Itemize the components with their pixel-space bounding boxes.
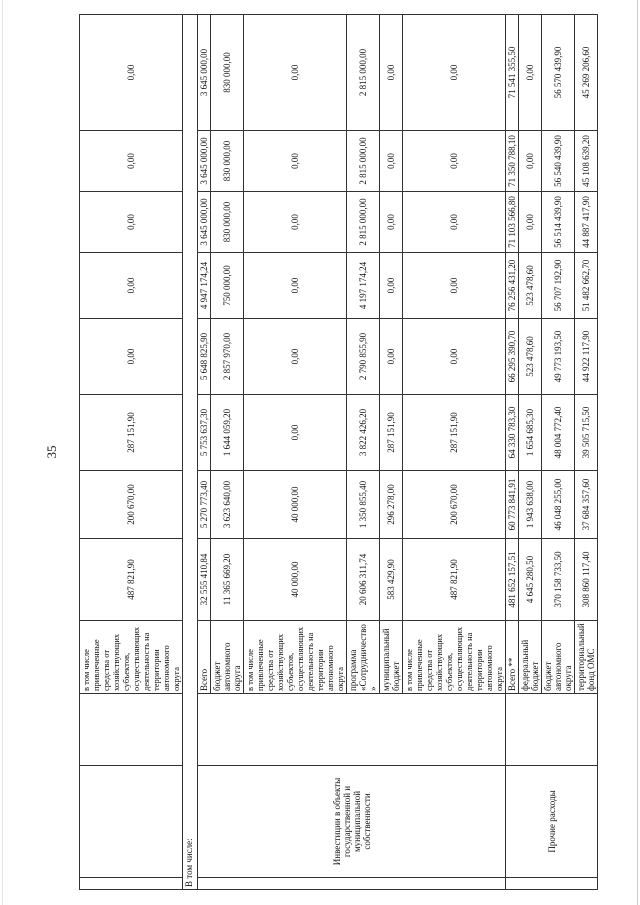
cell-2023: 0,00 [80,192,183,253]
scan-edge-right [637,0,638,905]
empty-cell [80,766,183,878]
cell-2019: 1 943 638,00 [519,471,542,539]
cell-2024: 45 108 639,20 [575,131,598,192]
cell-total: 308 860 117,40 [575,539,598,621]
cell-2019: 46 048 255,00 [542,471,575,539]
cell-total: 4 645 280,50 [519,539,542,621]
cell-2019: 3 623 640,00 [211,471,244,539]
section-other-expenses: Прочие расходы [506,766,598,878]
table-row [506,15,519,890]
cell-2022: 523 478,60 [519,253,542,319]
cell-2023: 0,00 [244,192,347,253]
rotated-table-container [79,15,596,890]
cell-2023: 0,00 [519,192,542,253]
cell-2019: 200 670,00 [80,471,183,539]
cell-2025: 3 645 000,00 [198,15,211,131]
row-label: бюджет автономного округа [211,621,244,694]
cell-total: 487 821,90 [403,539,506,621]
cell-2024: 2 815 000,00 [347,131,380,192]
cell-2022: 56 707 192,90 [542,253,575,319]
cell-2020: 287 151,90 [380,395,403,471]
cell-2021: 66 295 390,70 [506,319,519,395]
table-row [80,15,183,890]
cell-2021: 523 478,60 [519,319,542,395]
cell-2023: 71 103 566,80 [506,192,519,253]
row-label: территориальный фонд ОМС [575,621,598,694]
cell-2020: 1 644 059,20 [211,395,244,471]
cell-total: 481 652 157,51 [506,539,519,621]
cell-2023: 830 000,00 [211,192,244,253]
cell-2019: 200 670,00 [403,471,506,539]
cell-2024: 56 540 439,90 [542,131,575,192]
cell-total: 32 555 410,84 [198,539,211,621]
cell-2025: 0,00 [380,15,403,131]
cell-2021: 0,00 [380,319,403,395]
cell-2022: 0,00 [244,253,347,319]
cell-2023: 0,00 [403,192,506,253]
cell-2025: 2 815 000,00 [347,15,380,131]
section-header-v-tom-chisle: В том числе: [183,15,198,890]
cell-2019: 60 773 841,91 [506,471,519,539]
cell-2023: 0,00 [380,192,403,253]
cell-2024: 0,00 [80,131,183,192]
cell-2021: 0,00 [403,319,506,395]
cell-2019: 296 278,00 [380,471,403,539]
cell-total: 40 000,00 [244,539,347,621]
cell-2021: 2 790 855,90 [347,319,380,395]
cell-2019: 40 000,00 [244,471,347,539]
cell-2025: 0,00 [244,15,347,131]
cell-2023: 44 887 417,90 [575,192,598,253]
cell-total: 370 158 733,50 [542,539,575,621]
cell-total: 487 821,90 [80,539,183,621]
cell-2025: 0,00 [519,15,542,131]
cell-2019: 37 684 357,60 [575,471,598,539]
cell-2024: 71 350 788,10 [506,131,519,192]
cell-2024: 0,00 [244,131,347,192]
row-label: в том числе привлеченные средства от хозяйствующих субъектов, осуществляющих деятельность на территории автономного округа [403,621,506,694]
cell-2021: 49 773 193,50 [542,319,575,395]
cell-2022: 0,00 [403,253,506,319]
cell-2023: 3 645 000,00 [198,192,211,253]
row-label: муниципальный бюджет [380,621,403,694]
cell-2023: 56 514 439,90 [542,192,575,253]
cell-2022: 4 947 174,24 [198,253,211,319]
cell-2022: 51 482 662,70 [575,253,598,319]
cell-2024: 0,00 [380,131,403,192]
cell-2020: 287 151,90 [80,395,183,471]
row-label: бюджет автономного округа [542,621,575,694]
table-row [198,15,211,890]
cell-2024: 0,00 [519,131,542,192]
scan-edge-left [2,0,3,905]
cell-2021: 2 857 970,00 [211,319,244,395]
cell-2025: 71 541 355,50 [506,15,519,131]
cell-2024: 830 000,00 [211,131,244,192]
cell-2019: 1 350 855,40 [347,471,380,539]
row-label: в том числе привлеченные средства от хозяйствующих субъектов, осуществляющих деятельность на территории автономного округа [80,621,183,694]
cell-2025: 830 000,00 [211,15,244,131]
empty-cell [80,878,183,890]
row-label: Всего [198,621,211,694]
cell-total: 20 606 311,74 [347,539,380,621]
cell-2020: 287 151,90 [403,395,506,471]
row-label: программа «Сотрудничество» [347,621,380,694]
cell-2023: 2 815 000,00 [347,192,380,253]
row-label: Всего ** [506,621,519,694]
cell-total: 11 365 669,20 [211,539,244,621]
cell-2022: 4 197 174,24 [347,253,380,319]
empty-cell [506,694,598,766]
cell-2025: 56 570 439,90 [542,15,575,131]
cell-2021: 0,00 [244,319,347,395]
empty-cell [506,878,598,890]
cell-2020: 48 004 772,40 [542,395,575,471]
empty-cell [198,878,506,890]
cell-2024: 0,00 [403,131,506,192]
cell-2025: 45 269 206,60 [575,15,598,131]
cell-2021: 0,00 [80,319,183,395]
cell-2020: 5 753 637,30 [198,395,211,471]
cell-2019: 5 270 773,40 [198,471,211,539]
cell-2024: 3 645 000,00 [198,131,211,192]
cell-2022: 750 000,00 [211,253,244,319]
cell-2025: 0,00 [403,15,506,131]
section-header-row [183,15,198,890]
page-number: 35 [44,445,59,459]
cell-2021: 44 922 117,90 [575,319,598,395]
cell-2022: 0,00 [380,253,403,319]
table-body [80,15,598,890]
section-investments: Инвестиции в объекты государственной и муниципальной собственности [198,766,506,878]
cell-2025: 0,00 [80,15,183,131]
cell-2021: 5 648 825,90 [198,319,211,395]
cell-2020: 0,00 [244,395,347,471]
empty-cell [80,694,183,766]
cell-2022: 76 256 431,20 [506,253,519,319]
cell-total: 583 429,90 [380,539,403,621]
cell-2020: 3 822 426,20 [347,395,380,471]
cell-2020: 64 330 783,30 [506,395,519,471]
cell-2022: 0,00 [80,253,183,319]
row-label: в том числе привлеченные средства от хозяйствующих субъектов, осуществляющих деятельность на территории автономного округа [244,621,347,694]
empty-cell [198,694,506,766]
funding-table [79,14,598,890]
cell-2020: 1 654 685,30 [519,395,542,471]
cell-2020: 39 505 715,50 [575,395,598,471]
row-label: федеральный бюджет [519,621,542,694]
